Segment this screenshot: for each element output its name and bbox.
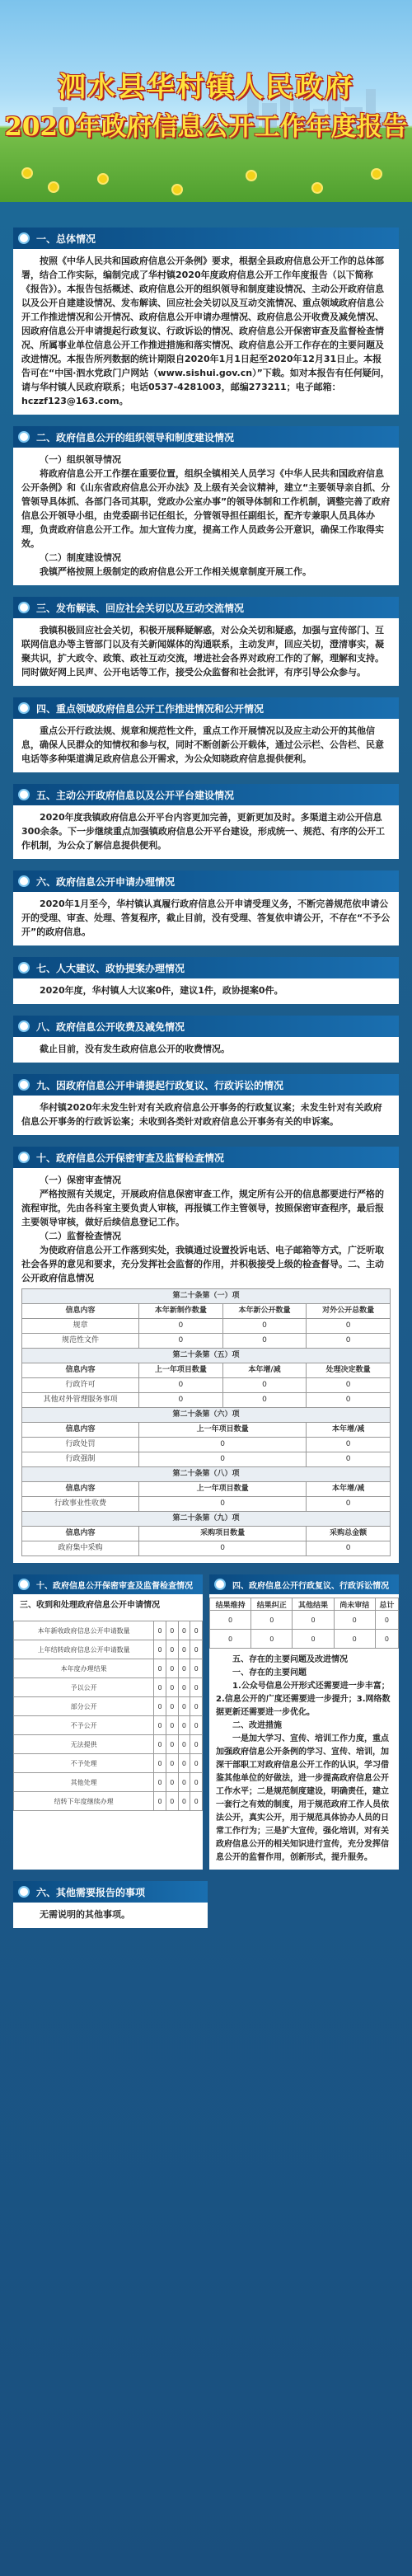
table-cell: 0: [154, 1659, 166, 1678]
table-header: 处理决定数量: [307, 1363, 391, 1378]
subheading: （二）监督检查情况: [40, 1231, 121, 1241]
subheading: （二）制度建设情况: [40, 552, 121, 563]
paragraph: 截止目前，没有发生政府信息公开的收费情况。: [40, 1044, 230, 1054]
table-row: [22, 1378, 391, 1393]
table-header: 尚未审结: [334, 1598, 375, 1611]
section-body: [13, 978, 399, 1004]
table-cell: 0: [154, 1754, 166, 1773]
section-applications: [13, 870, 399, 945]
applications-table: [13, 1621, 203, 1811]
table-row: [14, 1716, 203, 1735]
table-row: [14, 1735, 203, 1754]
section-title: 五、主动公开政府信息以及公开平台建设情况: [36, 789, 235, 801]
paragraph: 我镇严格按照上级制定的政府信息公开工作相关规章制度开展工作。: [40, 566, 311, 577]
table-cell: 0: [190, 1697, 203, 1716]
table-cell: 0: [210, 1630, 251, 1649]
table-cell: 0: [139, 1497, 307, 1512]
table-cell: 0: [166, 1697, 178, 1716]
table-cell: 0: [375, 1611, 398, 1630]
bullet-icon: [18, 1079, 30, 1091]
table-cell: 0: [293, 1630, 334, 1649]
table-cell: 其他处理: [14, 1773, 154, 1792]
table-row: [14, 1773, 203, 1792]
table-header: 本年增/减: [222, 1363, 307, 1378]
table-cell: 上年结转政府信息公开申请数量: [14, 1640, 154, 1659]
table-cell: 0: [166, 1716, 178, 1735]
flower-icon: [23, 169, 31, 177]
section-confidentiality: [13, 1147, 399, 1563]
paragraph: 2020年1月至今，华村镇认真履行政府信息公开申请受理义务，不断完善规范依申请公开的受理、审查、处理、答复程序，截止目前，没有受理、答复依申请公开，不存在“不予公开”的政府信息。: [21, 899, 391, 937]
table-header: 本年新公开数量: [222, 1304, 307, 1319]
table-cell: 0: [166, 1773, 178, 1792]
section-body: [13, 1903, 208, 1928]
table-cell: 0: [154, 1735, 166, 1754]
paragraph: 2020年度，华村镇人大议案0件，建议1件，政协提案0件。: [40, 985, 283, 996]
paragraph: 1.公众号信息公开形式还需要进一步丰富；2.信息公开的广度还需要进一步提升；3.网络数据更新还需要进一步优化。: [216, 1682, 391, 1717]
table-header: 结果纠正: [251, 1598, 293, 1611]
bullet-icon: [18, 789, 30, 800]
table-cell: 0: [178, 1640, 190, 1659]
table-header: 本年增/减: [307, 1423, 391, 1438]
section-key-areas: [13, 697, 399, 772]
table-row: [22, 1393, 391, 1408]
paragraph: 我镇积极回应社会关切，积极开展释疑解惑，对公众关切和疑惑，加强与宣传部门、互联网信息办等主管部门以及有关新闻媒体的沟通联系，主动发声，回应关切，澄清事实，凝聚共识，扩大政令、政策、政社互动交流，增进社会各界对政府工作的了解，理解和支持。同时做好网上民声、公开电话等工作，接受公众监督和社会批评，有序引导公众参与。: [21, 625, 384, 678]
table-cell: 0: [190, 1735, 203, 1754]
table-cell: 本年新收政府信息公开申请数量: [14, 1621, 154, 1640]
table-cell: 0: [166, 1678, 178, 1697]
paragraph: 为使政府信息公开工作落到实处，我镇通过设置投诉电话、电子邮箱等方式，广泛听取社会各界的意见和要求，充分发挥社会监督的作用，并积极接受上级的检查督导。二、主动公开政府信息情况: [21, 1245, 384, 1283]
table-cell: 0: [166, 1659, 178, 1678]
subheading: 五、存在的主要问题及改进情况: [232, 1655, 348, 1664]
table-cell: 0: [178, 1621, 190, 1640]
paragraph: 将政府信息公开工作摆在重要位置，组织全镇相关人员学习《中华人民共和国政府信息公开条例》和《山东省政府信息公开办法》及上级有关会议精神，建立“主要领导亲自抓、分管领导具体抓、各部门各司其职，党政办公室办事”的领导体制和工作机制，调整完善了政府信息公开领导小组，由党委副书记任组长，分管领导担任副组长，配齐专兼职人员具体办理，负责政府信息公开工作。加大宣传力度，提高工作人员政务公开意识，确保工作取得实效。: [21, 468, 391, 549]
right-column: [209, 1574, 399, 1870]
bullet-icon: [18, 1886, 30, 1898]
report-content: [13, 216, 399, 1928]
table-header: 总计: [375, 1598, 398, 1611]
table-header: 采购项目数量: [139, 1527, 307, 1541]
table-cell: 0: [334, 1630, 375, 1649]
paragraph: 2020年度我镇政府信息公开平台内容更加完善，更新更加及时。多渠道主动公开信息300余条。下一步继续重点加强镇政府信息公开平台建设，形成统一、规范、有序的公开工作机制，为公众了解信息提供便利。: [21, 812, 385, 851]
table-header: 对外公开总数量: [307, 1304, 391, 1319]
table-cell: 0: [190, 1773, 203, 1792]
table-cell: 0: [210, 1611, 251, 1630]
section-title: 十、政府信息公开保密审查及监督检查情况: [36, 1152, 225, 1164]
section-interaction: [13, 597, 399, 686]
subheading: （一）组织领导情况: [40, 454, 121, 465]
section-body: [13, 1096, 399, 1135]
table-cell: 不予处理: [14, 1754, 154, 1773]
table-cell: 政府集中采购: [22, 1541, 139, 1556]
table-section-caption: 第二十条第（八）项: [22, 1467, 391, 1482]
table-cell: 规范性文件: [22, 1334, 139, 1349]
paragraph: 一是加大学习、宣传、培训工作力度，重点加强政府信息公开条例的学习、宣传、培训，加深干部职工对政府信息公开工作的认识，学习借鉴其他单位的好做法，进一步提高政府信息公开工作水平；二是规范制度建设，明确责任，建立一套行之有效的制度，用于规范政府工作人员依法公开，真实公开，用于规范具体协办人员的日常工作行为；三是扩大宣传，强化培训，对有关政府信息公开的相关知识进行宣传，充分发挥信息公开的监督作用，创新形式，提升服务。: [216, 1734, 389, 1862]
section-header: [13, 957, 399, 978]
table-cell: 不予公开: [14, 1716, 154, 1735]
bullet-icon: [18, 1579, 30, 1590]
flower-icon: [99, 175, 107, 183]
review-litigation-table: [209, 1598, 399, 1649]
section-title: 十、政府信息公开保密审查及监督检查情况: [36, 1581, 193, 1591]
table-section-caption: 第二十条第（六）项: [22, 1408, 391, 1423]
section-title: 三、发布解读、回应社会关切以及互动交流情况: [36, 602, 245, 614]
table-header: 上一年项目数量: [139, 1482, 307, 1497]
page-subtitle: 2020年政府信息公开工作年度报告: [4, 112, 408, 142]
bullet-icon: [214, 1579, 226, 1590]
bullet-icon: [18, 232, 30, 244]
table-row: [22, 1438, 391, 1452]
table-cell: 0: [190, 1678, 203, 1697]
table-cell: 0: [190, 1792, 203, 1811]
table-row: [14, 1678, 203, 1697]
table-cell: 0: [190, 1640, 203, 1659]
section-title: 六、政府信息公开申请办理情况: [36, 875, 176, 888]
section-overview: [13, 228, 399, 415]
section-body: [13, 1168, 399, 1563]
table-section-caption: 第二十条第（一）项: [22, 1289, 391, 1304]
section-title: 七、人大建议、政协提案办理情况: [36, 962, 185, 974]
section-proposals: [13, 957, 399, 1004]
table-header: 信息内容: [22, 1527, 139, 1541]
table-cell: 0: [307, 1541, 391, 1556]
table-header: 本年新制作数量: [139, 1304, 223, 1319]
table-cell: 0: [166, 1792, 178, 1811]
table-cell: 0: [190, 1659, 203, 1678]
flower-icon: [49, 183, 58, 191]
problems-text: [209, 1649, 399, 1870]
table-cell: 0: [307, 1452, 391, 1467]
section-title: 一、总体情况: [36, 232, 96, 245]
table-cell: 0: [222, 1334, 307, 1349]
table-header: 上一年项目数量: [139, 1363, 223, 1378]
table-cell: 0: [166, 1640, 178, 1659]
table-row: [22, 1334, 391, 1349]
bullet-icon: [18, 602, 30, 613]
table-row: [14, 1621, 203, 1640]
disclosure-table: [21, 1288, 391, 1556]
left-column: [13, 1574, 203, 1870]
table-row: [22, 1319, 391, 1334]
section-header: [13, 1016, 399, 1037]
section-body: [13, 1037, 399, 1063]
section-title: 八、政府信息公开收费及减免情况: [36, 1021, 185, 1033]
section-header: [13, 597, 399, 618]
table-row: [22, 1452, 391, 1467]
bullet-icon: [18, 702, 30, 714]
table-cell: 0: [139, 1378, 223, 1393]
table-header: 上一年项目数量: [139, 1423, 307, 1438]
table-cell: 0: [293, 1611, 334, 1630]
table-cell: 0: [307, 1393, 391, 1408]
table-cell: 部分公开: [14, 1697, 154, 1716]
section-header: [13, 228, 399, 249]
table-cell: 0: [222, 1378, 307, 1393]
table-row: [210, 1630, 399, 1649]
table-header: 其他结果: [293, 1598, 334, 1611]
section-header: [13, 1074, 399, 1096]
section-platform: [13, 784, 399, 859]
table-cell: 0: [178, 1716, 190, 1735]
table-header: 信息内容: [22, 1423, 139, 1438]
table-cell: 行政强制: [22, 1452, 139, 1467]
table-cell: 规章: [22, 1319, 139, 1334]
subheading: （一）保密审查情况: [40, 1175, 121, 1185]
table-cell: 0: [178, 1754, 190, 1773]
table-cell: 其他对外管理服务事项: [22, 1393, 139, 1408]
section-other: [13, 1881, 208, 1928]
table-cell: 0: [307, 1334, 391, 1349]
table-cell: 0: [139, 1319, 223, 1334]
table-section-caption: 第二十条第（九）项: [22, 1512, 391, 1527]
section-header: [13, 1574, 203, 1594]
table-cell: 0: [166, 1754, 178, 1773]
flower-icon: [313, 184, 321, 192]
paragraph: 华村镇2020年未发生针对有关政府信息公开事务的行政复议案；未发生针对有关政府信息公开事务的行政诉讼案；未收到各类针对政府信息公开事务有关的申诉案。: [21, 1102, 382, 1127]
section-body: [13, 249, 399, 415]
page-title: 泗水县华村镇人民政府: [58, 71, 354, 104]
table-cell: 本年度办理结果: [14, 1659, 154, 1678]
table-cell: 0: [154, 1640, 166, 1659]
table-cell: 0: [166, 1735, 178, 1754]
table-cell: 0: [178, 1735, 190, 1754]
banner: [0, 0, 412, 202]
table-cell: 0: [222, 1319, 307, 1334]
bullet-icon: [18, 431, 30, 443]
table-cell: 0: [154, 1716, 166, 1735]
table-cell: 0: [190, 1716, 203, 1735]
table-cell: 0: [154, 1697, 166, 1716]
table-cell: 0: [375, 1630, 398, 1649]
table-cell: 0: [251, 1630, 293, 1649]
table-header: 信息内容: [22, 1304, 139, 1319]
section-fees: [13, 1016, 399, 1063]
table-row: [14, 1754, 203, 1773]
paragraph: 按照《中华人民共和国政府信息公开条例》要求，根据全县政府信息公开工作的总体部署，结合工作实际，编制完成了华村镇2020年度政府信息公开工作年度报告（以下简称《报告》）。本报告包括概述、政府信息公开的组织领导和制度建设情况、主动公开政府信息以及公开自建建设情况、发布解读、回应社会关切以及互动交流情况、重点领域政府信息公开工作推进情况和公开情况、政府信息公开申请办理情况、政府信息公开收费及减免情况、因政府信息公开申请提起行政复议、行政诉讼的情况、政府信息公开保密审查及监督检查情况、所属事业单位信息公开工作推进措施和落实情况、政府信息公开工作存在的主要问题及改进情况。本报告所列数据的统计期限自2020年1月1日起至2020年12月31日止。本报告可在“中国·泗水党政门户网站（www.sishui.gov.cn）”下载。如对本报告有任何疑问，请与华村镇人民政府联系；电话0537-4281003，邮编273211；电子邮箱：hczzf123@163.com。: [21, 256, 390, 406]
table-cell: 0: [251, 1611, 293, 1630]
table-row: [14, 1697, 203, 1716]
flower-icon: [173, 185, 181, 194]
section-header: [13, 1881, 208, 1903]
table-cell: 0: [139, 1334, 223, 1349]
table-row: [210, 1611, 399, 1630]
table-cell: 0: [222, 1393, 307, 1408]
section-body: [13, 892, 399, 945]
flower-icon: [372, 170, 381, 178]
bullet-icon: [18, 1021, 30, 1032]
table-cell: 0: [139, 1393, 223, 1408]
section-title: 九、因政府信息公开申请提起行政复议、行政诉讼的情况: [36, 1079, 284, 1091]
table-row: [14, 1640, 203, 1659]
table-cell: 0: [178, 1792, 190, 1811]
section-organization: [13, 426, 399, 585]
section-body: [13, 448, 399, 585]
section-body: [13, 805, 399, 859]
table-section-caption: 第二十条第（五）项: [22, 1349, 391, 1363]
bottom-columns: [13, 1574, 399, 1870]
table-cell: 0: [178, 1659, 190, 1678]
section-title: 六、其他需要报告的事项: [36, 1886, 146, 1898]
section-header: [13, 426, 399, 448]
section-title: 二、政府信息公开的组织领导和制度建设情况: [36, 431, 235, 443]
section-header: [209, 1574, 399, 1594]
table-cell: 0: [154, 1792, 166, 1811]
table-row: [14, 1792, 203, 1811]
table-caption: 三、收到和处理政府信息公开申请情况: [20, 1601, 160, 1610]
subheading: 二、改进措施: [232, 1721, 282, 1730]
table-cell: 0: [190, 1754, 203, 1773]
table-cell: 0: [307, 1438, 391, 1452]
table-row: [210, 1598, 399, 1611]
section-header: [13, 1147, 399, 1168]
table-cell: 0: [154, 1773, 166, 1792]
table-row: [22, 1541, 391, 1556]
table-cell: 行政事业性收费: [22, 1497, 139, 1512]
table-cell: 0: [154, 1621, 166, 1640]
table-cell: 0: [139, 1438, 307, 1452]
table-cell: 0: [334, 1611, 375, 1630]
paragraph: 严格按照有关规定，开展政府信息保密审查工作，规定所有公开的信息都要进行严格的流程审批，先由各科室主要负责人审核，再报镇工作主管领导，按照保密审查程序，最后报主要领导审核，做好后续信息登记工作。: [21, 1189, 384, 1227]
section-header: [13, 784, 399, 805]
table-cell: 0: [178, 1678, 190, 1697]
table-cell: 0: [139, 1541, 307, 1556]
table-cell: 无法提供: [14, 1735, 154, 1754]
table-cell: 0: [307, 1319, 391, 1334]
table-cell: 行政许可: [22, 1378, 139, 1393]
section-reviews: [13, 1074, 399, 1135]
section-title: 四、重点领域政府信息公开工作推进情况和公开情况: [36, 702, 265, 715]
table-cell: 0: [190, 1621, 203, 1640]
table-cell: 0: [139, 1452, 307, 1467]
subheading: 一、存在的主要问题: [232, 1668, 307, 1677]
section-body: [13, 719, 399, 772]
table-cell: 0: [178, 1697, 190, 1716]
bullet-icon: [18, 1152, 30, 1163]
section-title: 四、政府信息公开行政复议、行政诉讼情况: [232, 1581, 389, 1591]
bullet-icon: [18, 962, 30, 974]
section-header: [13, 697, 399, 719]
section-header: [13, 870, 399, 892]
paragraph: 无需说明的其他事项。: [40, 1909, 130, 1920]
table-cell: 0: [154, 1678, 166, 1697]
section-body: [13, 618, 399, 686]
table-row: [22, 1497, 391, 1512]
table-cell: 0: [166, 1621, 178, 1640]
bullet-icon: [18, 875, 30, 887]
paragraph: 重点公开行政法规、规章和规范性文件，重点工作开展情况以及应主动公开的其他信息，确保人民群众的知情权和参与权，同时不断创新公开载体，通过公示栏、公告栏、民意电话等多种渠道满足政府信息公开需求，为公众知晓政府信息提供便利。: [21, 725, 384, 764]
table-header: 本年增/减: [307, 1482, 391, 1497]
flower-icon: [247, 171, 255, 180]
table-header: 采购总金额: [307, 1527, 391, 1541]
table-cell: 予以公开: [14, 1678, 154, 1697]
table-row: [14, 1659, 203, 1678]
table-header: 信息内容: [22, 1363, 139, 1378]
table-header: 信息内容: [22, 1482, 139, 1497]
table-cell: 行政处罚: [22, 1438, 139, 1452]
table-cell: 0: [178, 1773, 190, 1792]
table-cell: 结转下年度继续办理: [14, 1792, 154, 1811]
table-cell: 0: [307, 1497, 391, 1512]
table-cell: 0: [307, 1378, 391, 1393]
table-header: 结果维持: [210, 1598, 251, 1611]
